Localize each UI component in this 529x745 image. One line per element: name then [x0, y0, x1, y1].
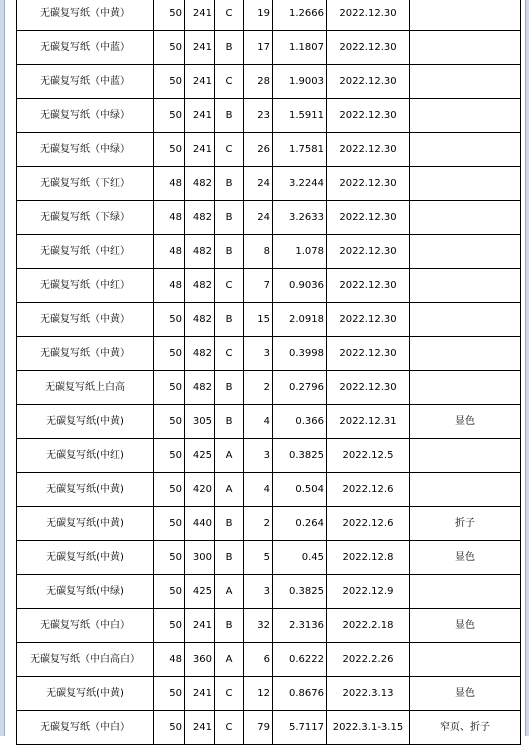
cell-weight: 1.2666	[273, 0, 327, 31]
cell-weight: 0.8676	[273, 677, 327, 711]
cell-grade: B	[215, 235, 244, 269]
cell-name: 无碳复写纸（中黄）	[17, 0, 154, 31]
cell-weight: 5.7117	[273, 711, 327, 745]
cell-width: 50	[154, 541, 185, 575]
cell-width: 48	[154, 643, 185, 677]
paper-inventory-table	[16, 0, 521, 745]
cell-width: 50	[154, 405, 185, 439]
cell-count: 5	[244, 541, 273, 575]
cell-note	[410, 337, 521, 371]
cell-count: 6	[244, 643, 273, 677]
cell-note	[410, 133, 521, 167]
cell-length: 241	[185, 711, 215, 745]
cell-grade: B	[215, 167, 244, 201]
cell-count: 8	[244, 235, 273, 269]
cell-date: 2022.12.30	[327, 337, 410, 371]
table-row	[17, 609, 521, 643]
cell-count: 12	[244, 677, 273, 711]
cell-length: 482	[185, 269, 215, 303]
table-row	[17, 439, 521, 473]
cell-grade: B	[215, 201, 244, 235]
table-row	[17, 575, 521, 609]
table-row	[17, 0, 521, 31]
cell-count: 32	[244, 609, 273, 643]
cell-length: 360	[185, 643, 215, 677]
cell-date: 2022.12.9	[327, 575, 410, 609]
cell-name: 无碳复写纸（中红）	[17, 269, 154, 303]
cell-count: 23	[244, 99, 273, 133]
cell-date: 2022.12.6	[327, 507, 410, 541]
cell-date: 2022.12.30	[327, 65, 410, 99]
cell-width: 50	[154, 337, 185, 371]
cell-width: 50	[154, 677, 185, 711]
cell-name: 无碳复写纸(中黄)	[17, 541, 154, 575]
cell-width: 50	[154, 0, 185, 31]
table-row	[17, 405, 521, 439]
cell-width: 50	[154, 65, 185, 99]
cell-note	[410, 235, 521, 269]
table-row	[17, 371, 521, 405]
cell-length: 241	[185, 31, 215, 65]
cell-count: 26	[244, 133, 273, 167]
cell-note: 显色	[410, 541, 521, 575]
cell-note	[410, 167, 521, 201]
table-row	[17, 711, 521, 745]
cell-length: 241	[185, 133, 215, 167]
cell-width: 50	[154, 575, 185, 609]
cell-note	[410, 99, 521, 133]
cell-grade: A	[215, 643, 244, 677]
cell-weight: 0.9036	[273, 269, 327, 303]
cell-note: 显色	[410, 405, 521, 439]
table-row	[17, 65, 521, 99]
cell-note	[410, 575, 521, 609]
cell-count: 15	[244, 303, 273, 337]
cell-length: 482	[185, 201, 215, 235]
cell-date: 2022.12.31	[327, 405, 410, 439]
cell-grade: C	[215, 269, 244, 303]
cell-length: 425	[185, 575, 215, 609]
cell-width: 50	[154, 133, 185, 167]
table-row	[17, 133, 521, 167]
cell-name: 无碳复写纸上白高	[17, 371, 154, 405]
cell-width: 50	[154, 439, 185, 473]
cell-note	[410, 439, 521, 473]
cell-weight: 1.078	[273, 235, 327, 269]
cell-note	[410, 643, 521, 677]
cell-grade: C	[215, 0, 244, 31]
cell-note	[410, 201, 521, 235]
cell-date: 2022.12.30	[327, 0, 410, 31]
cell-name: 无碳复写纸(中黄)	[17, 677, 154, 711]
cell-length: 300	[185, 541, 215, 575]
cell-name: 无碳复写纸（下红）	[17, 167, 154, 201]
cell-note	[410, 303, 521, 337]
cell-weight: 0.6222	[273, 643, 327, 677]
cell-name: 无碳复写纸（下绿）	[17, 201, 154, 235]
cell-length: 425	[185, 439, 215, 473]
cell-note	[410, 473, 521, 507]
cell-count: 2	[244, 371, 273, 405]
cell-count: 2	[244, 507, 273, 541]
cell-date: 2022.12.30	[327, 99, 410, 133]
table-row	[17, 99, 521, 133]
cell-grade: B	[215, 99, 244, 133]
cell-length: 482	[185, 235, 215, 269]
cell-weight: 0.366	[273, 405, 327, 439]
cell-count: 4	[244, 405, 273, 439]
cell-count: 79	[244, 711, 273, 745]
cell-date: 2022.3.1-3.15	[327, 711, 410, 745]
cell-length: 241	[185, 0, 215, 31]
cell-date: 2022.2.18	[327, 609, 410, 643]
table-row	[17, 507, 521, 541]
cell-count: 3	[244, 337, 273, 371]
cell-grade: C	[215, 337, 244, 371]
cell-note: 折子	[410, 507, 521, 541]
cell-grade: A	[215, 473, 244, 507]
cell-weight: 1.7581	[273, 133, 327, 167]
cell-name: 无碳复写纸(中黄)	[17, 507, 154, 541]
cell-weight: 3.2633	[273, 201, 327, 235]
cell-grade: B	[215, 303, 244, 337]
cell-length: 241	[185, 99, 215, 133]
cell-count: 19	[244, 0, 273, 31]
table-row	[17, 201, 521, 235]
table-row	[17, 541, 521, 575]
table-body	[17, 0, 521, 745]
cell-weight: 1.1807	[273, 31, 327, 65]
cell-date: 2022.12.30	[327, 303, 410, 337]
cell-grade: C	[215, 133, 244, 167]
table-row	[17, 269, 521, 303]
cell-length: 241	[185, 609, 215, 643]
cell-weight: 0.264	[273, 507, 327, 541]
cell-grade: B	[215, 507, 244, 541]
cell-width: 50	[154, 99, 185, 133]
cell-width: 48	[154, 235, 185, 269]
cell-length: 305	[185, 405, 215, 439]
cell-name: 无碳复写纸（中蓝）	[17, 65, 154, 99]
cell-name: 无碳复写纸（中白）	[17, 711, 154, 745]
table-row	[17, 677, 521, 711]
cell-width: 48	[154, 269, 185, 303]
cell-length: 440	[185, 507, 215, 541]
cell-note	[410, 371, 521, 405]
cell-length: 482	[185, 303, 215, 337]
cell-date: 2022.12.30	[327, 201, 410, 235]
left-border	[0, 0, 5, 736]
cell-name: 无碳复写纸(中红)	[17, 439, 154, 473]
table-row	[17, 31, 521, 65]
cell-name: 无碳复写纸（中黄）	[17, 337, 154, 371]
cell-grade: B	[215, 405, 244, 439]
cell-width: 50	[154, 711, 185, 745]
cell-count: 4	[244, 473, 273, 507]
cell-name: 无碳复写纸(中黄)	[17, 405, 154, 439]
cell-weight: 0.3998	[273, 337, 327, 371]
cell-width: 50	[154, 31, 185, 65]
cell-date: 2022.3.13	[327, 677, 410, 711]
cell-count: 7	[244, 269, 273, 303]
cell-name: 无碳复写纸(中黄)	[17, 473, 154, 507]
cell-date: 2022.12.30	[327, 133, 410, 167]
cell-name: 无碳复写纸（中白）	[17, 609, 154, 643]
cell-grade: A	[215, 439, 244, 473]
cell-note: 窄页、折子	[410, 711, 521, 745]
cell-grade: B	[215, 31, 244, 65]
right-scrollbar[interactable]	[525, 0, 529, 736]
cell-note	[410, 31, 521, 65]
cell-length: 482	[185, 371, 215, 405]
cell-weight: 1.5911	[273, 99, 327, 133]
table-row	[17, 167, 521, 201]
cell-note: 显色	[410, 677, 521, 711]
cell-weight: 3.2244	[273, 167, 327, 201]
cell-length: 241	[185, 65, 215, 99]
cell-date: 2022.2.26	[327, 643, 410, 677]
cell-width: 50	[154, 303, 185, 337]
cell-date: 2022.12.30	[327, 167, 410, 201]
cell-grade: C	[215, 711, 244, 745]
cell-width: 50	[154, 609, 185, 643]
table-row	[17, 235, 521, 269]
cell-length: 241	[185, 677, 215, 711]
cell-note	[410, 0, 521, 31]
cell-grade: B	[215, 541, 244, 575]
cell-weight: 0.45	[273, 541, 327, 575]
cell-name: 无碳复写纸（中红）	[17, 235, 154, 269]
cell-note	[410, 269, 521, 303]
cell-grade: A	[215, 575, 244, 609]
cell-count: 3	[244, 439, 273, 473]
cell-count: 24	[244, 201, 273, 235]
cell-length: 482	[185, 337, 215, 371]
cell-weight: 0.3825	[273, 439, 327, 473]
table-row	[17, 337, 521, 371]
cell-count: 28	[244, 65, 273, 99]
cell-width: 48	[154, 201, 185, 235]
cell-name: 无碳复写纸（中黄）	[17, 303, 154, 337]
cell-weight: 2.0918	[273, 303, 327, 337]
cell-width: 50	[154, 473, 185, 507]
cell-note: 显色	[410, 609, 521, 643]
cell-name: 无碳复写纸（中绿）	[17, 133, 154, 167]
cell-name: 无碳复写纸（中蓝）	[17, 31, 154, 65]
cell-weight: 2.3136	[273, 609, 327, 643]
cell-date: 2022.12.30	[327, 269, 410, 303]
table-row	[17, 643, 521, 677]
table-row	[17, 473, 521, 507]
cell-weight: 0.504	[273, 473, 327, 507]
table-row	[17, 303, 521, 337]
cell-date: 2022.12.8	[327, 541, 410, 575]
cell-date: 2022.12.6	[327, 473, 410, 507]
cell-count: 17	[244, 31, 273, 65]
cell-name: 无碳复写纸（中白高白）	[17, 643, 154, 677]
cell-date: 2022.12.30	[327, 31, 410, 65]
cell-weight: 1.9003	[273, 65, 327, 99]
cell-count: 24	[244, 167, 273, 201]
cell-count: 3	[244, 575, 273, 609]
cell-length: 482	[185, 167, 215, 201]
cell-weight: 0.2796	[273, 371, 327, 405]
cell-length: 420	[185, 473, 215, 507]
cell-name: 无碳复写纸(中绿)	[17, 575, 154, 609]
cell-width: 50	[154, 507, 185, 541]
cell-date: 2022.12.30	[327, 235, 410, 269]
cell-width: 48	[154, 167, 185, 201]
cell-grade: B	[215, 371, 244, 405]
cell-grade: C	[215, 65, 244, 99]
cell-name: 无碳复写纸（中绿）	[17, 99, 154, 133]
cell-note	[410, 65, 521, 99]
cell-weight: 0.3825	[273, 575, 327, 609]
cell-grade: B	[215, 609, 244, 643]
cell-grade: C	[215, 677, 244, 711]
cell-date: 2022.12.5	[327, 439, 410, 473]
cell-width: 50	[154, 371, 185, 405]
cell-date: 2022.12.30	[327, 371, 410, 405]
